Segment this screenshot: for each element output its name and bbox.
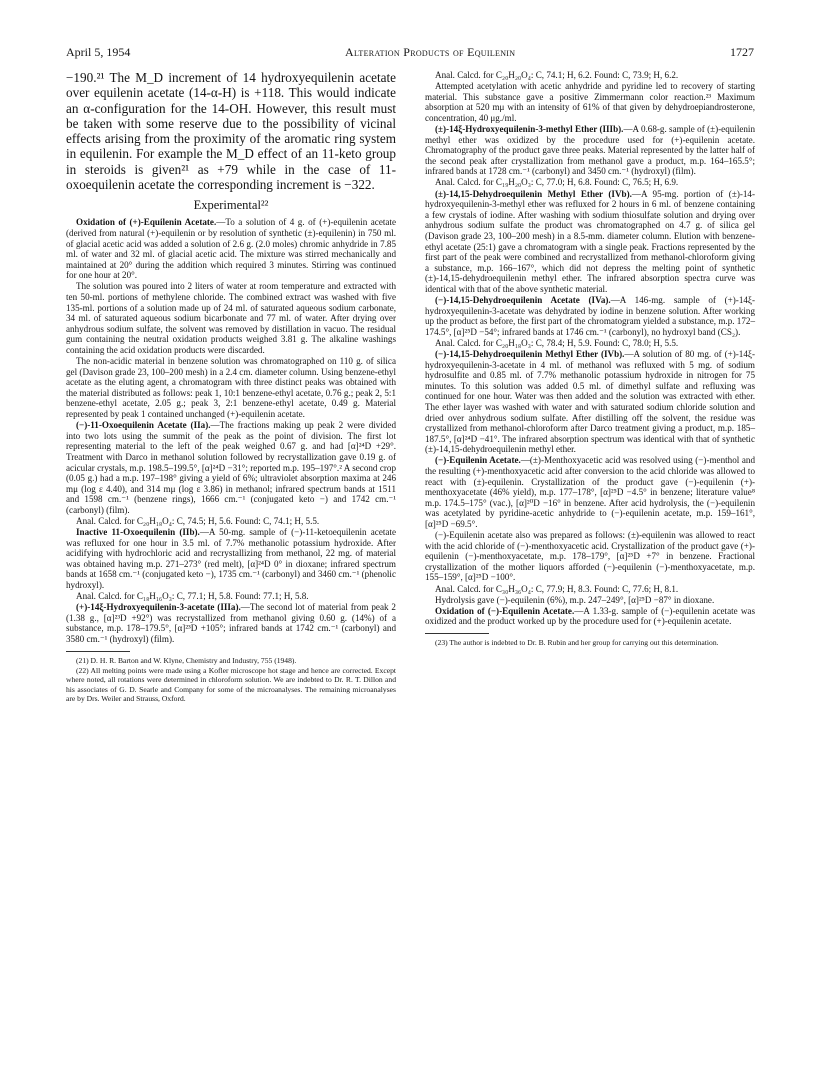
paragraph-title: (±)-14,15-Dehydroequilenin Methyl Ether (IVb). [435, 188, 632, 199]
header-title: Alteration Products of Equilenin [345, 45, 516, 59]
section-heading-experimental: Experimental²² [193, 198, 269, 213]
paragraph-title: Inactive 11-Oxoequilenin (IIb). [76, 527, 200, 538]
paragraph-text: —The second lot of material from peak 2 (1.38 g., [α]²³D +92°) was recrystallized from methanol giving 0.60 g. (14%) of a substance, m.p. 178–179.5°, [α]²³D +105°; infrared bands at 1742 cm.⁻¹ (carbonyl) and 3580 cm.⁻¹ (hydroxyl) (film). [66, 602, 396, 645]
analysis-line: Anal. Calcd. for C₂₀H₁₈O₃: C, 78.4; H, 5.9. Found: C, 78.0; H, 5.5. [435, 337, 679, 348]
paragraph-oxidation-minus [425, 606, 755, 627]
footnote-divider [425, 633, 489, 634]
paragraph-text: —A 0.68-g. sample of (±)-equilenin methyl ether was oxidized by the procedure used for (+)-equilenin acetate. Chromatography of the product gave three peaks. Material represented by the latter half of the second peak after crystallization from methanol gave a product, m.p. 164–165.5°; infrared bands at 1728 cm.⁻¹ (carbonyl) and 3450 cm.⁻¹ (hydroxyl) (film). [425, 123, 755, 177]
analysis-line: Anal. Calcd. for C₁₈H₁₆O₃: C, 77.1; H, 5.8. Found: 77.1; H, 5.8. [76, 591, 309, 602]
footnote-22: (22) All melting points were made using a Kofler microscope hot stage and hence are corrected. Except where noted, all rotations were determined in chloroform solution. We are indebted to Dr. R. T. Dillon and his associates of G. D. Searle and Company for some of the microanalyses. The remaining microanalyses are by Drs. Weiler and Strauss, Oxford. [66, 665, 396, 703]
paragraph-hydroxyequilenin-acetate [66, 602, 396, 644]
footnote-21: (21) D. H. R. Barton and W. Klyne, Chemistry and Industry, 755 (1948). [76, 655, 297, 665]
paragraph-title: (−)-11-Oxoequilenin Acetate (IIa). [76, 420, 211, 431]
intro-paragraph: −190.²¹ The M_D increment of 14 hydroxyequilenin acetate over equilenin acetate (14-α-H) is +118. This would indicate an α-configuration for the 14-OH. However, this result must be taken with some reserve due to the possibility of vicinal effects arising from the proximity of the aromatic ring system in equilenin. For example the M_D effect of an 11-keto group in steroids is given²¹ as +79 while in the case of 11-oxoequilenin acetate the corresponding increment is −322. [66, 70, 396, 193]
paragraph-title: (−)-14,15-Dehydroequilenin Acetate (IVa). [435, 294, 611, 305]
paragraph-acetylation: Attempted acetylation with acetic anhydride and pyridine led to recovery of starting material. This substance gave a positive Zimmermann color reaction.²³ Maximum absorption at 520 mμ with an intensity of 61% of that given by dehydroepiandrosterone, concentration, 40 μg./ml. [425, 81, 755, 123]
paragraph-text: —A 50-mg. sample of (−)-11-ketoequilenin acetate was refluxed for one hour in 3.5 ml. of 7.7% methanolic potassium hydroxide. After acidifying with hydrochloric acid and recrystallizing from methanol, 22 mg. of material was obtained having m.p. 271–273° (red melt), [α]²⁴D 0° in dioxane; infrared spectrum bands at 1658 cm.⁻¹ (conjugated keto −), 1735 cm.⁻¹ (carbonyl) and 3460 cm.⁻¹ (phenolic hydroxyl). [66, 527, 396, 591]
analysis-line: Anal. Calcd. for C₃₀H₃₆O₄: C, 77.9; H, 8.3. Found: C, 77.6; H, 8.1. [435, 583, 679, 594]
analysis-line: Anal. Calcd. for C₂₀H₁₈O₄: C, 74.5; H, 5.6. Found: C, 74.1; H, 5.5. [76, 516, 320, 526]
paragraph-hydroxyequilenin-methyl-ether [425, 124, 755, 177]
paragraph-dehydroequilenin-acetate [425, 295, 755, 337]
paragraph-alternate-preparation: (−)-Equilenin acetate also was prepared as follows: (±)-equilenin was allowed to react with the acid chloride of (−)-menthoxyacetic acid. Crystallization of the product gave (+)-equilenin (−)-menthoxyacetate, m.p. 178–179°, [α]²⁵D +7° in benzene. Fractional crystallization of the mother liquors afforded (−)-equilenin (−)-menthoxyacetate, m.p. 155–159°, [α]²⁵D −100°. [425, 530, 755, 583]
paragraph-text: —(±)-Menthoxyacetic acid was resolved using (−)-menthol and the resulting (+)-menthoxyacetic acid after conversion to the acid chloride was allowed to react with (±)-equilenin. Crystallization of the product gave (−)-equilenin (+)-menthoxyacetate (46% yield), m.p. 177–178°, [α]²⁵D −4.5° in benzene; literature value⁸ m.p. 174.5–175° (vac.), [α]²⁰D −16° in benzene. After acid hydrolysis, the (−)-equilenin was acetylated by pyridine-acetic anhydride to (−)-equilenin acetate, m.p. 159–161°, [α]²⁵D −69.5°. [425, 455, 755, 529]
paragraph-text: —A 146-mg. sample of (+)-14ξ-hydroxyequilenin-3-acetate was dehydrated by iodine in benzene solution. After working up the product as before, the first part of the chromatogram yielded a substance, m.p. 172–174.5°, [α]²⁵D −54°; infrared bands at 1746 cm.⁻¹ (carbonyl), no hydroxyl band (CS₂). [425, 294, 755, 337]
paragraph-text: —A 1.33-g. sample of (−)-equilenin acetate was oxidized and the product worked up by the procedure used for (+)-equilenin acetate. [425, 605, 755, 627]
left-column [66, 70, 396, 704]
paragraph-title: Oxidation of (−)-Equilenin Acetate. [435, 605, 575, 616]
header-page-number: 1727 [730, 45, 754, 59]
paragraph-inactive-oxoequilenin [66, 527, 396, 591]
paragraph-hydrolysis: Hydrolysis gave (−)-equilenin (6%), m.p. 247–249°, [α]²⁵D −87° in dioxane. [435, 594, 715, 605]
header-date: April 5, 1954 [66, 45, 131, 59]
paragraph-oxoequilenin-acetate [66, 420, 396, 515]
paragraph-workup: The solution was poured into 2 liters of water at room temperature and extracted with ten 50-ml. portions of methylene chloride. The combined extract was washed with five 135-ml. portions of a solution made up of 24 ml. of saturated aqueous sodium carbonate, 34 ml. of saturated aqueous sodium bicarbonate and 77 ml. of water. After drying over anhydrous sodium sulfate, the solvent was removed by distillation in vacuo. The residual gum containing the neutral oxidation products weighed 3.81 g. The alkaline washings containing the acid oxidation products were discarded. [66, 281, 396, 355]
paragraph-title: Oxidation of (+)-Equilenin Acetate. [76, 217, 217, 228]
paragraph-text: —To a solution of 4 g. of (+)-equilenin acetate (derived from natural (+)-equilenin or by resolution of synthetic (±)-equilenin) in 750 ml. of glacial acetic acid was added a solution of 2.6 g. (2.0 moles) chromic anhydride in 7.85 ml. of water and 32 ml. of glacial acetic acid. The mixture was stirred mechanically and maintained at 20° during the addition which required 3 minutes. Stirring was continued for one hour at 20°. [66, 217, 396, 281]
paragraph-title: (−)-Equilenin Acetate. [435, 455, 521, 466]
analysis-line: Anal. Calcd. for C₂₀H₂₀O₄: C, 74.1; H, 6.2. Found: C, 73.9; H, 6.2. [435, 70, 679, 80]
paragraph-chromatography: The non-acidic material in benzene solution was chromatographed on 110 g. of silica gel (Davison grade 23, 100–200 mesh) in a 2.4 cm. diameter column. Using benzene-ethyl acetate as the eluting agent, a chromatogram with three distinct peaks was obtained with the material distributed as follows: peak 1, 10:1 benzene-ethyl acetate, 0.76 g.; peak 2, 5:1 benzene-ethyl acetate, 2.05 g.; peak 3, 2:1 benzene-ethyl acetate, 0.49 g. Material represented by peak 1 contained unchanged (+)-equilenin acetate. [66, 356, 396, 420]
right-column [425, 70, 755, 648]
paragraph-text: —A solution of 80 mg. of (+)-14ξ-hydroxyequilenin-3-acetate in 4 ml. of methanol was refluxed with 5 mg. of sodium hydrosulfite and 0.85 ml. of 7.7% methanolic potassium hydroxide in nitrogen for 75 minutes. To this solution was added 0.5 ml. of dimethyl sulfate and refluxing was continued for one hour. Water was then added and the solution was extracted with ether. The ether layer was washed with water and with saturated sodium chloride solution and dried over anhydrous sodium sulfate. After distilling off the solvent, the residue was crystallized from methanol-chloroform after Darco treatment giving a product, m.p. 185–187.5°, [α]²⁴D −41°. The infrared absorption spectrum was identical with that of synthetic (±)-14,15-dehydroequilenin methyl ether. [425, 348, 755, 455]
footnote-divider [66, 651, 130, 652]
paragraph-text: —A 95-mg. portion of (±)-14-hydroxyequilenin-3-methyl ether was refluxed for 2 hours in 6 ml. of benzene containing a few crystals of iodine. After washing with sodium thiosulfate solution and drying over anhydrous sodium sulfate the product was chromatographed on 4.7 g. of silica gel (Davison grade 23, 100–200 mesh) in a 8.5-mm. diameter column. Elution with benzene-ethyl acetate (25:1) gave a chromatogram with a single peak. Fractions represented by the first part of the peak were combined and recrystallized from methanol-chloroform giving a substance, m.p. 166–167°, which did not depress the melting point of synthetic (±)-14,15-dehydroequilenin methyl ether. The infrared absorption spectra curve was identical with that of the above synthetic material. [425, 188, 755, 294]
paragraph-oxidation-plus [66, 217, 396, 281]
paragraph-dehydroequilenin-methyl-ether-racemic [425, 189, 755, 295]
paragraph-title: (+)-14ξ-Hydroxyequilenin-3-acetate (IIIa). [76, 602, 241, 613]
paragraph-dehydroequilenin-methyl-ether [425, 349, 755, 455]
footnote-23: (23) The author is indebted to Dr. B. Rubin and her group for carrying out this determination. [435, 637, 719, 647]
analysis-line: Anal. Calcd. for C₁₉H₂₀O₃: C, 77.0; H, 6.8. Found: C, 76.5; H, 6.9. [435, 177, 679, 188]
paragraph-title: (−)-14,15-Dehydroequilenin Methyl Ether (IVb). [435, 348, 625, 359]
paragraph-minus-equilenin-acetate [425, 455, 755, 529]
running-header [66, 44, 754, 60]
paragraph-text: —The fractions making up peak 2 were divided into two lots using the summit of the peak as the point of division. The first lot representing material to the left of the peak weighed 0.67 g. and had [α]²⁴D +29°. Treatment with Darco in methanol solution followed by recrystallization gave 0.19 g. of acicular crystals, m.p. 198.5–199.5°, [α]²⁴D −31°; reported m.p. 195–197°.² A second crop (0.05 g.) had a m.p. 197–198° giving a yield of 6%; ultraviolet absorption maxima at 246 mμ (log ε 4.40), and 314 mμ (log ε 3.86) in methanol; infrared spectrum bands at 1511 and 1598 cm.⁻¹ (benzene rings), 1666 cm.⁻¹ (conjugated keto −) and 1742 cm.⁻¹ (carbonyl) (film). [66, 420, 396, 515]
paragraph-title: (±)-14ξ-Hydroxyequilenin-3-methyl Ether (IIIb). [435, 123, 624, 134]
